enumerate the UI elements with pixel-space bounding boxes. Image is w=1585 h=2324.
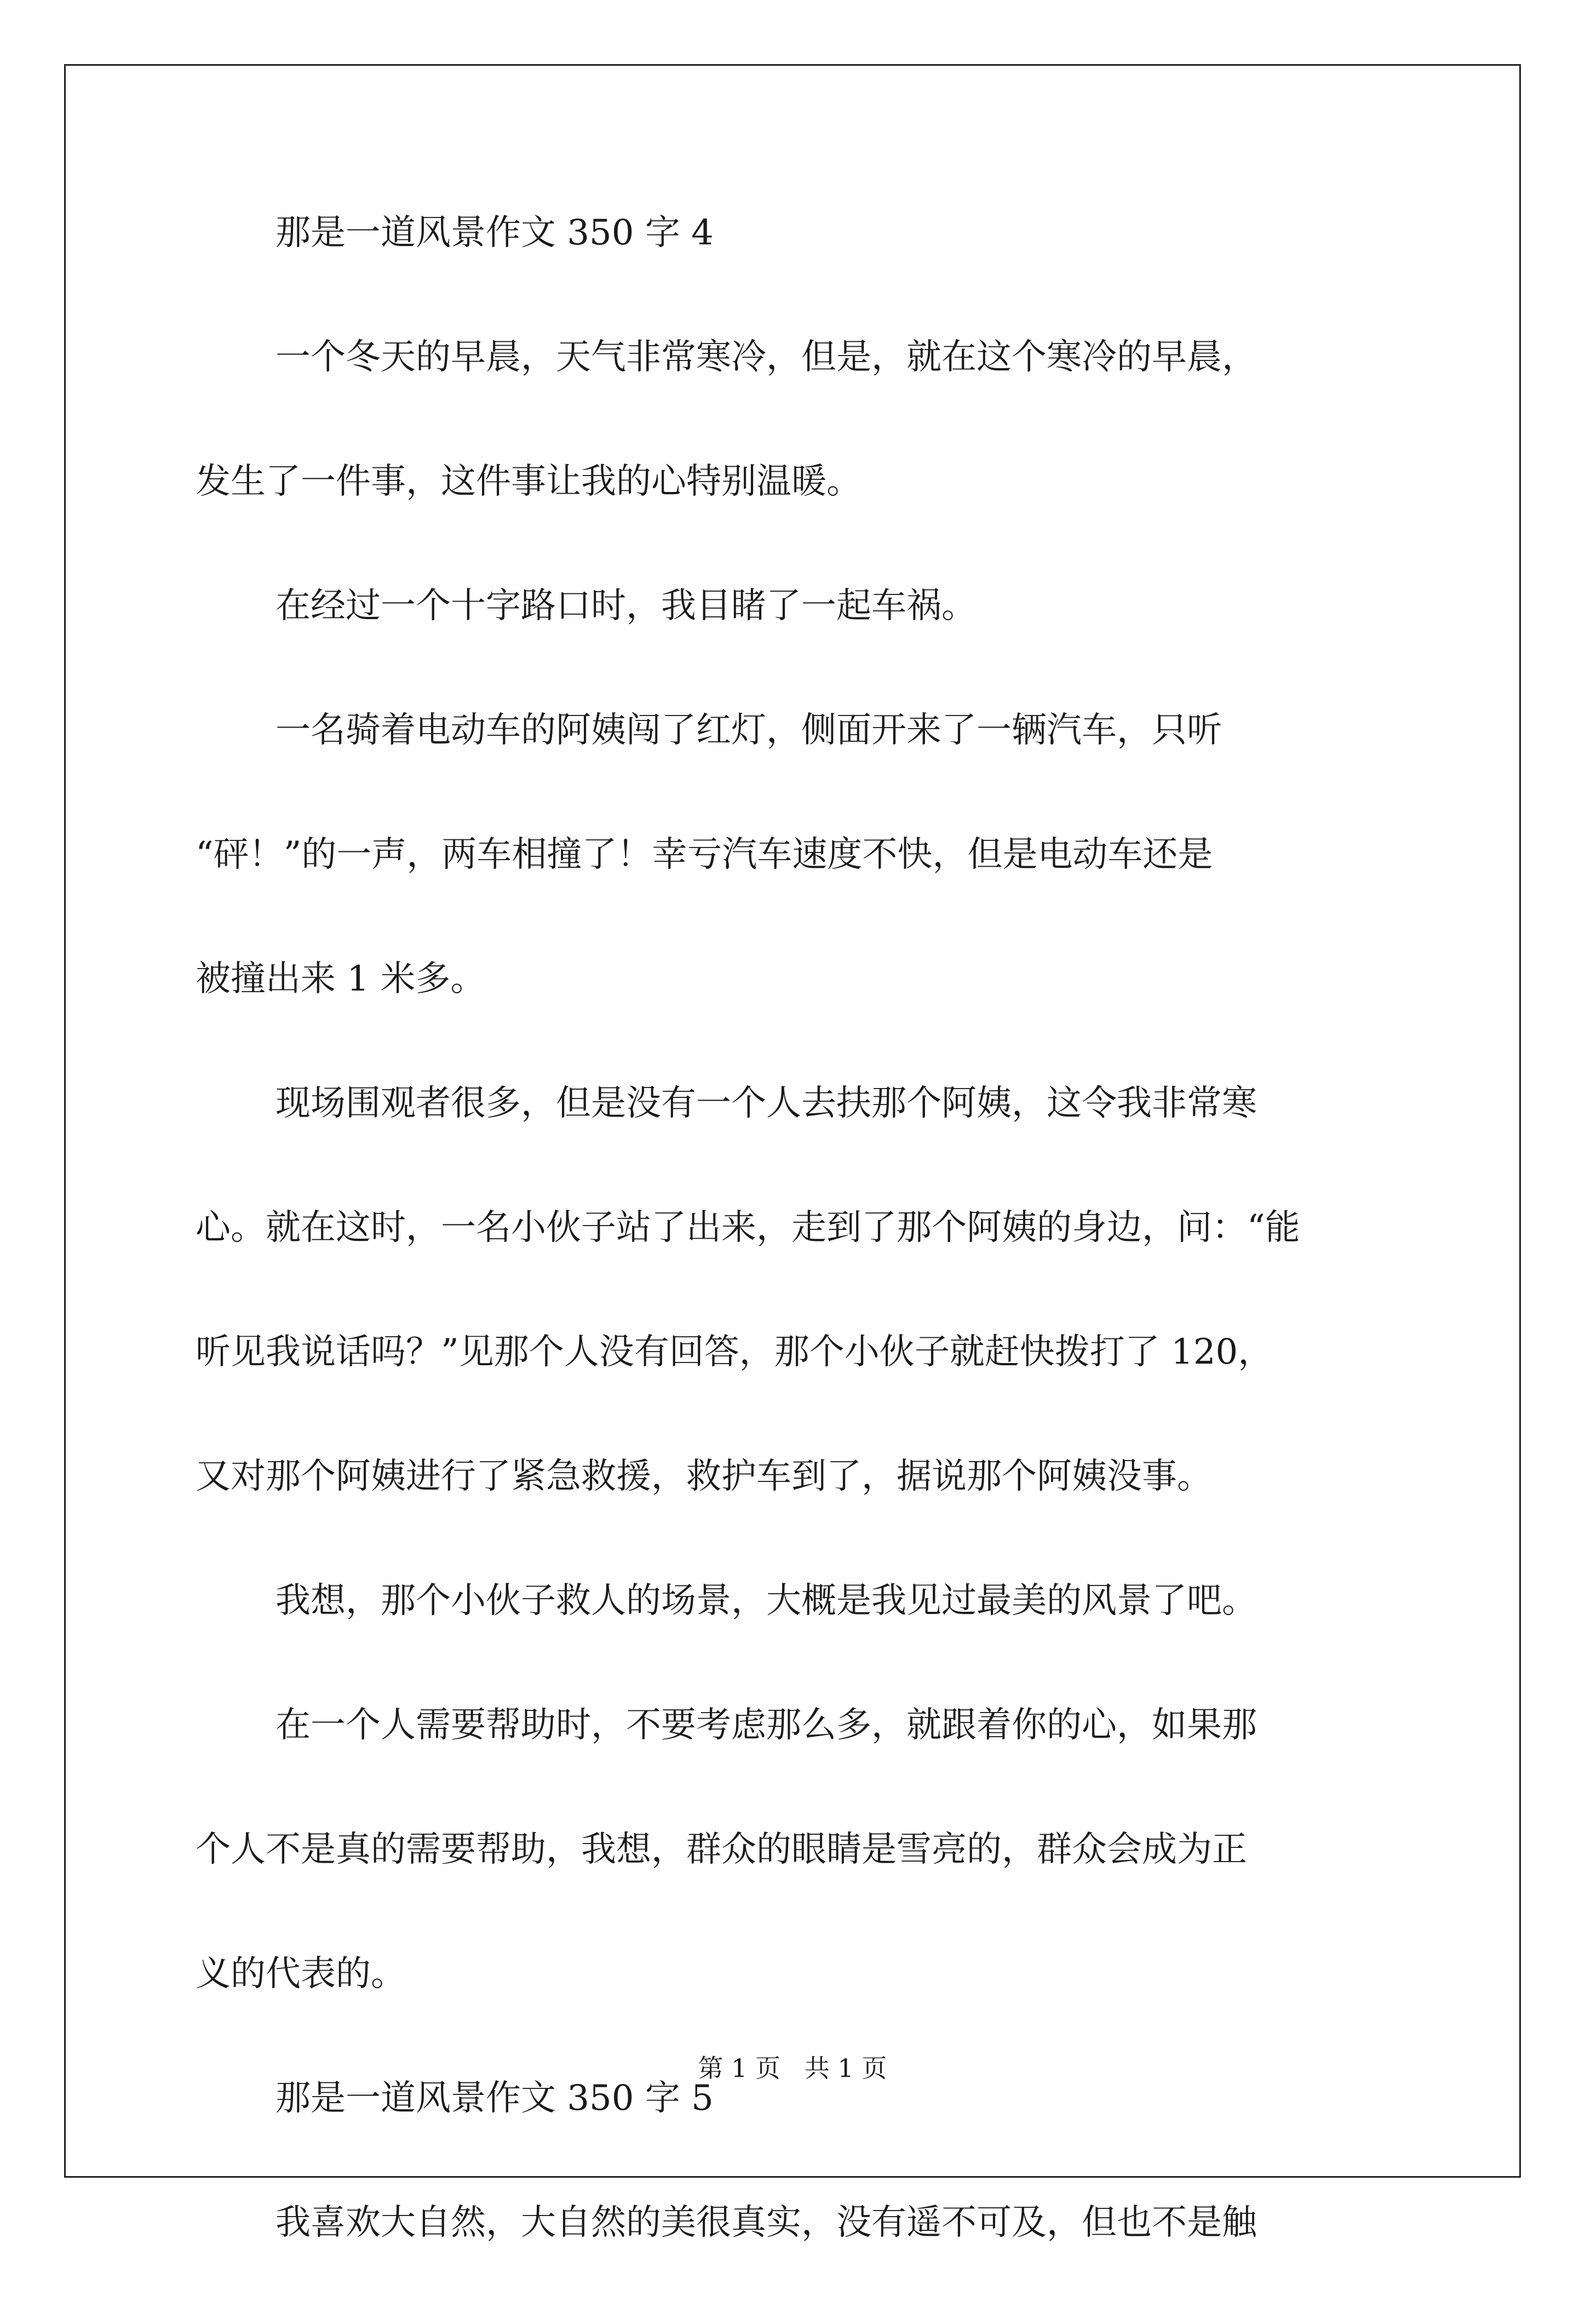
section-heading: 那是一道风景作文 350 字 4 — [275, 213, 714, 253]
paragraph-line: 现场围观者很多，但是没有一个人去扶那个阿姨，这令我非常寒 — [275, 1083, 1257, 1124]
page-footer: 第 1 页 共 1 页 — [698, 2053, 887, 2083]
paragraph-line: 在一个人需要帮助时，不要考虑那么多，就跟着你的心，如果那 — [275, 1705, 1257, 1745]
document-body — [196, 210, 1428, 2324]
paragraph-line: 心。就在这时，一名小伙子站了出来，走到了那个阿姨的身边，问：“能 — [196, 1207, 1300, 1248]
paragraph-line: 被撞出来 1 米多。 — [196, 959, 486, 999]
paragraph-line: 我喜欢大自然，大自然的美很真实，没有遥不可及，但也不是触 — [275, 2202, 1257, 2243]
paragraph-line: 义的代表的。 — [196, 1954, 406, 1994]
paragraph-line: 一个冬天的早晨，天气非常寒冷，但是，就在这个寒冷的早晨， — [275, 337, 1257, 377]
paragraph-line: 个人不是真的需要帮助，我想，群众的眼睛是雪亮的，群众会成为正 — [196, 1829, 1247, 1870]
section-heading: 那是一道风景作文 350 字 5 — [275, 2078, 714, 2119]
paragraph-line: 又对那个阿姨进行了紧急救援，救护车到了，据说那个阿姨没事。 — [196, 1456, 1212, 1497]
paragraph-line: 在经过一个十字路口时，我目睹了一起车祸。 — [275, 586, 977, 626]
paragraph-line: 我想，那个小伙子救人的场景，大概是我见过最美的风景了吧。 — [275, 1581, 1257, 1621]
paragraph-line: 发生了一件事，这件事让我的心特别温暖。 — [196, 461, 862, 502]
paragraph-line: “砰！”的一声，两车相撞了！幸亏汽车速度不快，但是电动车还是 — [196, 834, 1213, 875]
paragraph-line: 一名骑着电动车的阿姨闯了红灯，侧面开来了一辆汽车，只听 — [275, 710, 1222, 751]
paragraph-line: 听见我说话吗？”见那个人没有回答，那个小伙子就赶快拨打了 120， — [196, 1332, 1273, 1372]
